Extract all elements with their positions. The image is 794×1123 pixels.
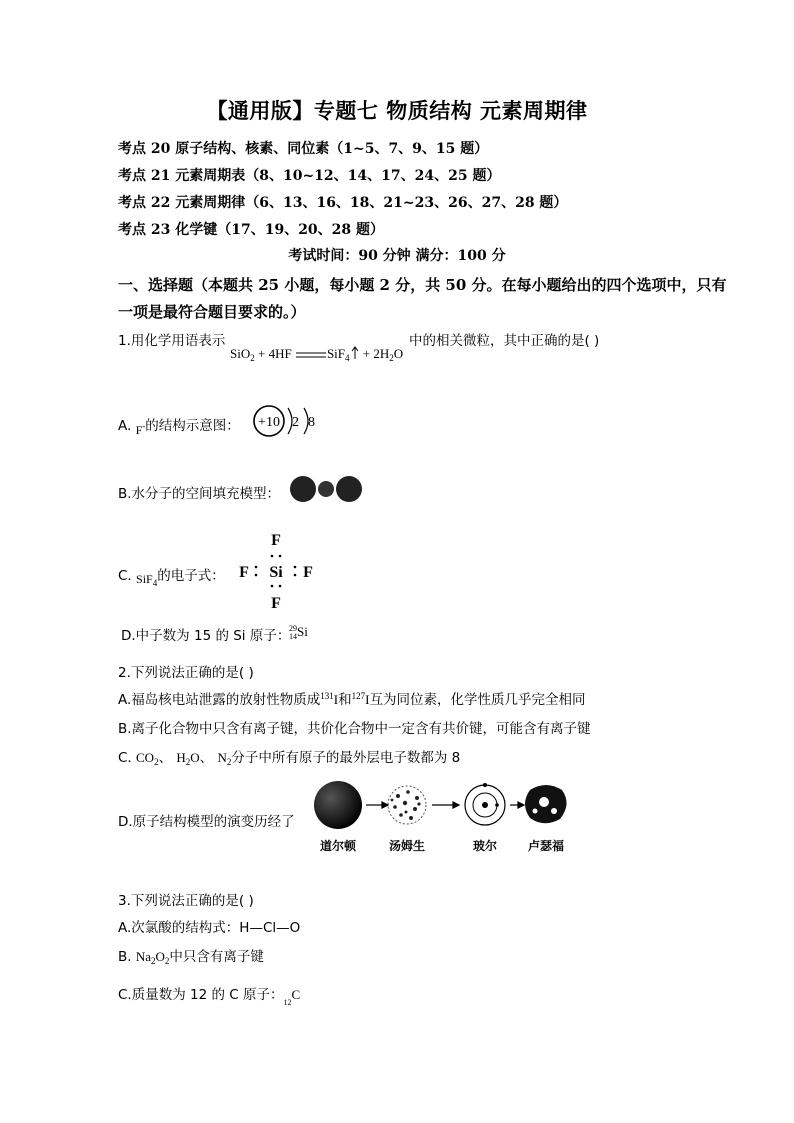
q1-equation: SiO$_2$ + 4HF $SiF_4 + 2H_2O$ xyxy=(230,346,404,363)
kaodian-23: 考点 23 化学键（17、19、20、28 题） xyxy=(118,222,385,238)
q3-option-b: B. $Na_2O_2$中只含有离子键 xyxy=(118,949,264,966)
thomson-model-icon xyxy=(388,786,426,824)
water-space-filling-model-icon xyxy=(288,474,366,504)
q2-option-a: A.福岛核电站泄露的放射性物质成$^{131}$I和$^{127}$I互为同位素，化学性质几乎完全相同 xyxy=(118,691,586,708)
q3-stem: 3.下列说法正确的是( ) xyxy=(118,893,254,909)
shell-1-count: 2 xyxy=(292,415,299,430)
q1-option-b: B.水分子的空间填充模型： xyxy=(118,486,281,502)
shell-2-count: 8 xyxy=(308,415,315,430)
section-heading-2: 一项是最符合题目要求的。） xyxy=(118,303,306,321)
q1-option-d: D.中子数为 15 的 Si 原子： xyxy=(121,628,291,644)
q2-stem: 2.下列说法正确的是( ) xyxy=(118,665,254,681)
q2-option-c: C. $CO_2$、 $H_2O$、 $N_2$分子中所有原子的最外层电子数都为 8 xyxy=(118,750,461,767)
q1-stem-pre: 1.用化学用语表示 xyxy=(118,333,226,349)
gas-up-arrow-icon xyxy=(350,346,360,360)
q1-option-a: A. F-的结构示意图： xyxy=(118,418,240,437)
q1-stem-post: 中的相关微粒，其中正确的是( ) xyxy=(409,333,600,349)
svg-text:F: F xyxy=(271,595,281,612)
q3-option-c: C.质量数为 12 的 C 原子：$_{12}$C xyxy=(118,987,301,1007)
nucleus-charge: +10 xyxy=(258,415,280,430)
kaodian-22: 考点 22 元素周期律（6、13、16、18、21~23、26、27、28 题） xyxy=(118,195,568,211)
svg-text:Si: Si xyxy=(269,564,283,581)
svg-text:F: F xyxy=(271,532,281,549)
kaodian-21: 考点 21 元素周期表（8、10~12、14、17、24、25 题） xyxy=(118,168,501,184)
bohr-model-icon xyxy=(465,783,505,825)
equals-arrow-icon xyxy=(295,350,327,360)
dalton-model-icon xyxy=(314,781,362,829)
atomic-model-evolution-diagram xyxy=(306,778,576,858)
q2-option-b: B.离子化合物中只含有离子键，共价化合物中一定含有共价键，可能含有离子键 xyxy=(118,721,591,737)
rutherford-model-icon xyxy=(525,785,567,823)
q2-option-d: D.原子结构模型的演变历经了 xyxy=(118,814,295,830)
q1-option-c: C. SiF$_4$的电子式： xyxy=(118,568,225,588)
model-label-bohr: 玻尔 xyxy=(472,839,498,853)
model-label-dalton: 道尔顿 xyxy=(319,839,357,853)
exam-info: 考试时间：90 分钟 满分：100 分 xyxy=(288,248,506,264)
fluoride-structure-diagram xyxy=(252,402,324,442)
model-label-thomson: 汤姆生 xyxy=(388,839,426,853)
model-label-rutherford: 卢瑟福 xyxy=(527,839,565,853)
si-isotope-notation: 29 14Si xyxy=(289,624,308,642)
svg-text:F: F xyxy=(239,564,249,581)
svg-text:F: F xyxy=(303,564,313,581)
kaodian-20: 考点 20 原子结构、核素、同位素（1~5、7、9、15 题） xyxy=(118,141,489,157)
sif4-electron-formula xyxy=(232,530,322,612)
q3-option-a: A.次氯酸的结构式：H—Cl—O xyxy=(118,920,301,936)
page-title: 【通用版】专题七 物质结构 元素周期律 xyxy=(206,98,588,123)
section-heading-1: 一、选择题（本题共 25 小题，每小题 2 分，共 50 分。在每小题给出的四个选项中，只有 xyxy=(118,276,727,294)
